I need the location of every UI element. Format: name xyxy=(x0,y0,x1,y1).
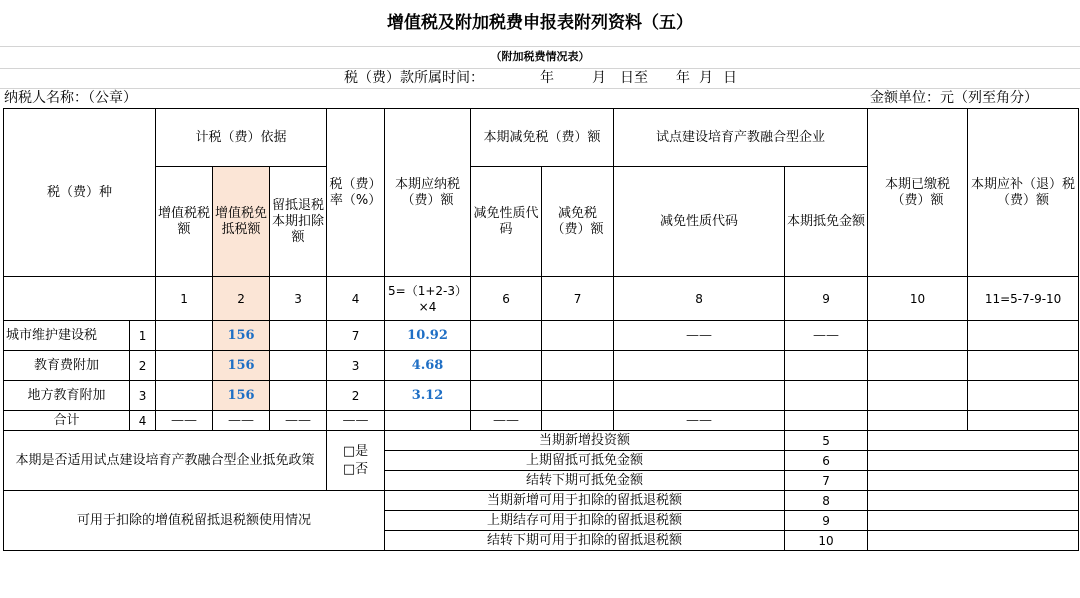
total-paid[interactable] xyxy=(868,411,968,431)
retained-item-label: 上期结存可用于扣除的留抵退税额 xyxy=(385,511,785,531)
cell-vat-amount[interactable] xyxy=(156,351,213,381)
total-dash: —— xyxy=(270,411,327,431)
col-num: 2 xyxy=(213,277,270,321)
policy-item-line: 7 xyxy=(785,471,868,491)
taxpayer-name-label: 纳税人名称：（公章） xyxy=(4,90,137,106)
retained-item-value[interactable] xyxy=(868,491,1079,511)
col-vat-amount: 增值税税额 xyxy=(156,167,213,277)
cell-relief-amount[interactable] xyxy=(542,321,614,351)
col-relief-code: 减免性质代码 xyxy=(471,167,542,277)
retained-item-line: 9 xyxy=(785,511,868,531)
retained-item-line: 8 xyxy=(785,491,868,511)
total-relief-amount[interactable] xyxy=(542,411,614,431)
policy-item-value[interactable] xyxy=(868,431,1079,451)
cell-retained[interactable] xyxy=(270,381,327,411)
col-pilot-amount: 本期抵免金额 xyxy=(785,167,868,277)
col-tax-type: 税（费）种 xyxy=(4,109,156,277)
cell-retained[interactable] xyxy=(270,321,327,351)
cell-paid[interactable] xyxy=(868,381,968,411)
total-pilot-amount[interactable] xyxy=(785,411,868,431)
period-year-end: 年 xyxy=(676,70,690,86)
policy-item-label: 结转下期可抵免金额 xyxy=(385,471,785,491)
col-num: 9 xyxy=(785,277,868,321)
taxpayer-row xyxy=(0,88,1080,108)
policy-no-checkbox[interactable]: □否 xyxy=(342,461,369,477)
period-label: 税（费）款所属时间： xyxy=(344,70,484,86)
cell-relief-amount[interactable] xyxy=(542,351,614,381)
policy-question: 本期是否适用试点建设培育产教融合型企业抵免政策 xyxy=(4,431,327,491)
policy-item-value[interactable] xyxy=(868,471,1079,491)
col-payable: 本期应纳税（费）额 xyxy=(385,109,471,277)
row-line: 3 xyxy=(130,381,156,411)
total-dash: —— xyxy=(213,411,270,431)
cell-vat-amount[interactable] xyxy=(156,321,213,351)
retained-item-line: 10 xyxy=(785,531,868,551)
row-line: 1 xyxy=(130,321,156,351)
col-rate: 税（费）率（%） xyxy=(327,109,385,277)
retained-item-value[interactable] xyxy=(868,511,1079,531)
col-num: 7 xyxy=(542,277,614,321)
policy-item-line: 6 xyxy=(785,451,868,471)
col-num: 5=（1+2-3）×4 xyxy=(385,277,471,321)
row-name: 教育费附加 xyxy=(4,351,130,381)
table-row xyxy=(4,351,1079,381)
period-year-start: 年 xyxy=(540,70,554,86)
row-name: 地方教育附加 xyxy=(4,381,130,411)
cell-due[interactable] xyxy=(968,381,1079,411)
cell-pilot-amount[interactable] xyxy=(785,351,868,381)
col-paid: 本期已缴税（费）额 xyxy=(868,109,968,277)
col-basis-group: 计税（费）依据 xyxy=(156,109,327,167)
total-dash: —— xyxy=(471,411,542,431)
col-num: 4 xyxy=(327,277,385,321)
row-name: 城市维护建设税 xyxy=(4,321,130,351)
surcharge-table xyxy=(3,108,1079,551)
col-num: 10 xyxy=(868,277,968,321)
retained-item-label: 当期新增可用于扣除的留抵退税额 xyxy=(385,491,785,511)
total-payable[interactable] xyxy=(385,411,471,431)
cell-rate[interactable]: 7 xyxy=(327,321,385,351)
cell-pilot-amount[interactable]: —— xyxy=(785,321,868,351)
total-dash: —— xyxy=(156,411,213,431)
cell-pilot-code[interactable]: —— xyxy=(614,321,785,351)
cell-pilot-amount[interactable] xyxy=(785,381,868,411)
cell-paid[interactable] xyxy=(868,321,968,351)
col-num: 11=5-7-9-10 xyxy=(968,277,1079,321)
col-num: 3 xyxy=(270,277,327,321)
policy-choice[interactable] xyxy=(327,431,385,491)
policy-item-value[interactable] xyxy=(868,451,1079,471)
period-day-start: 日至 xyxy=(620,70,648,86)
cell-payable[interactable]: 10.92 xyxy=(385,321,471,351)
cell-retained[interactable] xyxy=(270,351,327,381)
policy-item-label: 当期新增投资额 xyxy=(385,431,785,451)
cell-payable[interactable]: 4.68 xyxy=(385,351,471,381)
cell-vat-amount[interactable] xyxy=(156,381,213,411)
col-due: 本期应补（退）税（费）额 xyxy=(968,109,1079,277)
column-number-row xyxy=(4,277,1079,321)
table-row xyxy=(4,381,1079,411)
form-subtitle: （附加税费情况表） xyxy=(0,46,1080,69)
period-month-end: 月 xyxy=(699,70,713,86)
col-pilot-code: 减免性质代码 xyxy=(614,167,785,277)
policy-item-label: 上期留抵可抵免金额 xyxy=(385,451,785,471)
amount-unit-label: 金额单位：元（列至角分） xyxy=(870,90,1038,106)
col-num: 1 xyxy=(156,277,213,321)
tax-period-row xyxy=(0,68,1080,89)
cell-relief-amount[interactable] xyxy=(542,381,614,411)
col-pilot-group: 试点建设培育产教融合型企业 xyxy=(614,109,868,167)
period-day-end: 日 xyxy=(723,70,737,86)
cell-relief-code[interactable] xyxy=(471,351,542,381)
cell-rate[interactable]: 2 xyxy=(327,381,385,411)
cell-payable[interactable]: 3.12 xyxy=(385,381,471,411)
cell-due[interactable] xyxy=(968,351,1079,381)
total-line: 4 xyxy=(130,411,156,431)
retained-item-value[interactable] xyxy=(868,531,1079,551)
total-dash: —— xyxy=(327,411,385,431)
total-dash: —— xyxy=(614,411,785,431)
col-num: 6 xyxy=(471,277,542,321)
total-due[interactable] xyxy=(968,411,1079,431)
cell-vat-exempt[interactable]: 156 xyxy=(213,321,270,351)
cell-vat-exempt[interactable]: 156 xyxy=(213,351,270,381)
cell-pilot-code[interactable] xyxy=(614,351,785,381)
policy-yes-checkbox[interactable]: □是 xyxy=(342,443,369,459)
col-relief-group: 本期减免税（费）额 xyxy=(471,109,614,167)
col-relief-amount: 减免税（费）额 xyxy=(542,167,614,277)
cell-paid[interactable] xyxy=(868,351,968,381)
form-title: 增值税及附加税费申报表附列资料（五） xyxy=(0,0,1080,47)
cell-vat-exempt[interactable]: 156 xyxy=(213,381,270,411)
cell-relief-code[interactable] xyxy=(471,321,542,351)
total-label: 合计 xyxy=(4,411,130,431)
cell-relief-code[interactable] xyxy=(471,381,542,411)
col-num: 8 xyxy=(614,277,785,321)
cell-pilot-code[interactable] xyxy=(614,381,785,411)
cell-due[interactable] xyxy=(968,321,1079,351)
col-retained-deduct: 留抵退税本期扣除额 xyxy=(270,167,327,277)
cell-rate[interactable]: 3 xyxy=(327,351,385,381)
total-row xyxy=(4,411,1079,431)
period-month-start: 月 xyxy=(592,70,606,86)
retained-item-label: 结转下期可用于扣除的留抵退税额 xyxy=(385,531,785,551)
retained-usage-label: 可用于扣除的增值税留抵退税额使用情况 xyxy=(4,491,385,551)
table-row xyxy=(4,321,1079,351)
col-vat-exempt: 增值税免抵税额 xyxy=(213,167,270,277)
row-line: 2 xyxy=(130,351,156,381)
policy-item-line: 5 xyxy=(785,431,868,451)
